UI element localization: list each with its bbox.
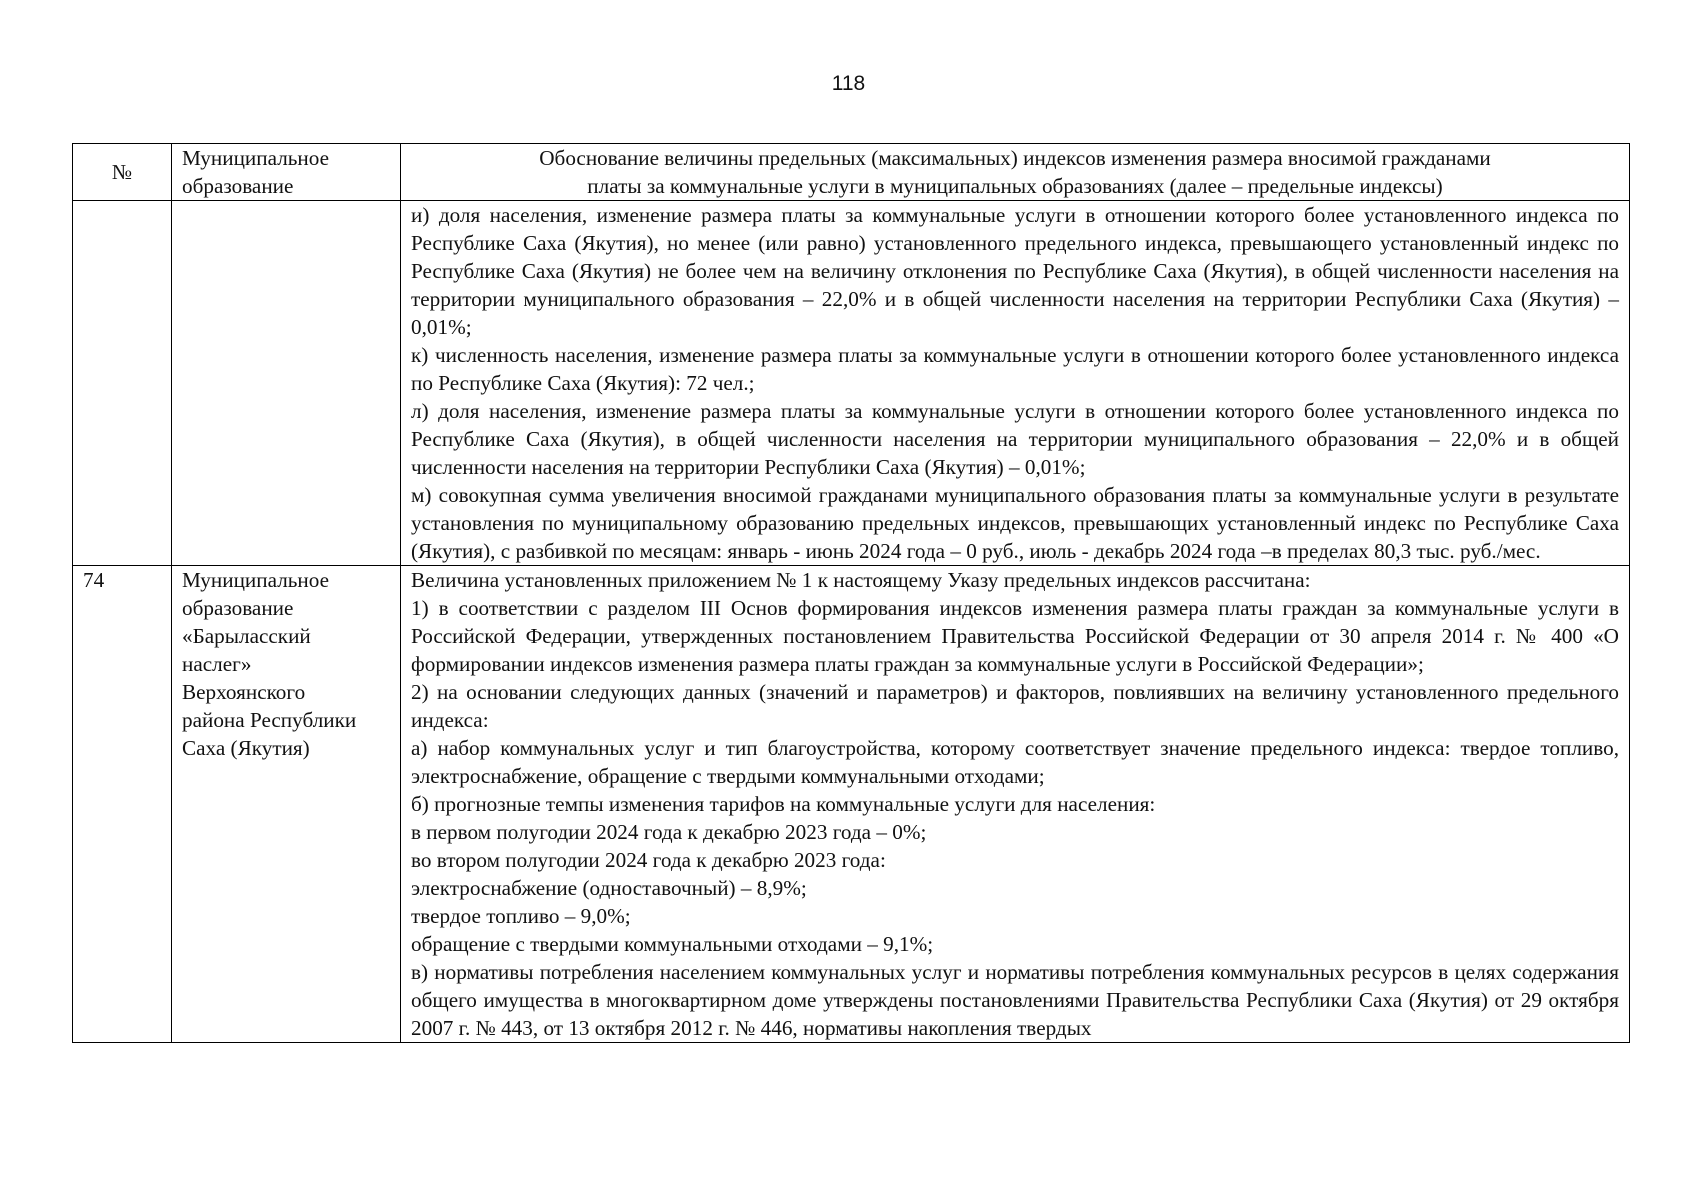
paragraph-item-i: и) доля населения, изменение размера платы за коммунальные услуги в отношении которого более установленного индекса по Республике Саха (Якутия), но менее (или равно) установленного предельного индекса, превышающего установленный индекс по Республике Саха (Якутия) не более чем на величину отклонения по Республике Саха (Якутия), в общей численности населения на территории муниципального образования – 22,0% и в общей численности населения на территории Республики Саха (Якутия) – 0,01%; xyxy=(411,203,1619,339)
header-municipality-line: образование xyxy=(182,174,294,198)
cell-description xyxy=(401,201,1630,566)
paragraph-item-m: м) совокупная сумма увеличения вносимой гражданами муниципального образования платы за коммунальные услуги в результате установления по муниципальному образованию предельных индексов, превышающих установленный индекс по Республике Саха (Якутия), с разбивкой по месяцам: январь - июнь 2024 года – 0 руб., июль - декабрь 2024 года –в пределах 80,3 тыс. руб./мес. xyxy=(411,483,1619,563)
header-number: № xyxy=(73,144,172,201)
paragraph-item-k: к) численность населения, изменение размера платы за коммунальные услуги в отношении которого более установленного индекса по Республике Саха (Якутия): 72 чел.; xyxy=(411,343,1619,395)
cell-number-empty xyxy=(73,201,172,566)
header-description xyxy=(401,144,1630,201)
municipality-name xyxy=(172,566,401,1043)
paragraph-a: а) набор коммунальных услуг и тип благоустройства, которому соответствует значение предельного индекса: твердое топливо, электроснабжение, обращение с твердыми коммунальными отходами; xyxy=(411,736,1619,788)
table-row-continuation xyxy=(73,201,1630,566)
page-number: 118 xyxy=(831,72,866,95)
cell-municipality-empty xyxy=(172,201,401,566)
paragraph-b: б) прогнозные темпы изменения тарифов на коммунальные услуги для населения: xyxy=(411,792,1156,816)
paragraph-1: 1) в соответствии с разделом III Основ формирования индексов изменения размера платы граждан за коммунальные услуги в Российской Федерации, утвержденных постановлением Правительства Российской Федерации от 30 апреля 2014 г. № 400 «О формировании индексов изменения размера платы граждан за коммунальные услуги в Российской Федерации»; xyxy=(411,596,1619,676)
municipality-name-line: Муниципальное xyxy=(182,568,330,592)
header-municipality-line: Муниципальное xyxy=(182,146,330,170)
paragraph-intro: Величина установленных приложением № 1 к настоящему Указу предельных индексов рассчитана: xyxy=(411,568,1311,592)
municipality-name-line: Верхоянского xyxy=(182,680,306,704)
row-number: 74 xyxy=(73,566,172,1043)
paragraph-solid-fuel: твердое топливо – 9,0%; xyxy=(411,904,631,928)
municipality-name-line: образование xyxy=(182,596,294,620)
justification-table xyxy=(72,143,1630,1043)
paragraph-second-half: во втором полугодии 2024 года к декабрю 2023 года: xyxy=(411,848,886,872)
municipality-name-line: Саха (Якутия) xyxy=(182,736,310,760)
paragraph-v: в) нормативы потребления населением коммунальных услуг и нормативы потребления коммунальных ресурсов в целях содержания общего имущества в многоквартирном доме утверждены постановлениями Правительства Республики Саха (Якутия) от 29 октября 2007 г. № 443, от 13 октября 2012 г. № 446, нормативы накопления твердых xyxy=(411,960,1619,1040)
table-row-74 xyxy=(73,566,1630,1043)
municipality-name-line: наслег» xyxy=(182,652,252,676)
header-description-line: Обоснование величины предельных (максимальных) индексов изменения размера вносимой гражданами xyxy=(539,146,1491,170)
paragraph-electricity: электроснабжение (одноставочный) – 8,9%; xyxy=(411,876,807,900)
paragraph-waste: обращение с твердыми коммунальными отходами – 9,1%; xyxy=(411,932,934,956)
header-municipality xyxy=(172,144,401,201)
cell-description xyxy=(401,566,1630,1043)
header-description-line: платы за коммунальные услуги в муниципальных образованиях (далее – предельные индексы) xyxy=(587,174,1443,198)
municipality-name-line: района Республики xyxy=(182,708,357,732)
paragraph-item-l: л) доля населения, изменение размера платы за коммунальные услуги в отношении которого более установленного индекса по Республике Саха (Якутия), в общей численности населения на территории муниципального образования – 22,0% и в общей численности населения на территории Республики Саха (Якутия) – 0,01%; xyxy=(411,399,1619,479)
table-header-row xyxy=(73,144,1630,201)
paragraph-2: 2) на основании следующих данных (значений и параметров) и факторов, повлиявших на величину установленного предельного индекса: xyxy=(411,680,1619,732)
municipality-name-line: «Барыласский xyxy=(182,624,311,648)
paragraph-first-half: в первом полугодии 2024 года к декабрю 2023 года – 0%; xyxy=(411,820,927,844)
